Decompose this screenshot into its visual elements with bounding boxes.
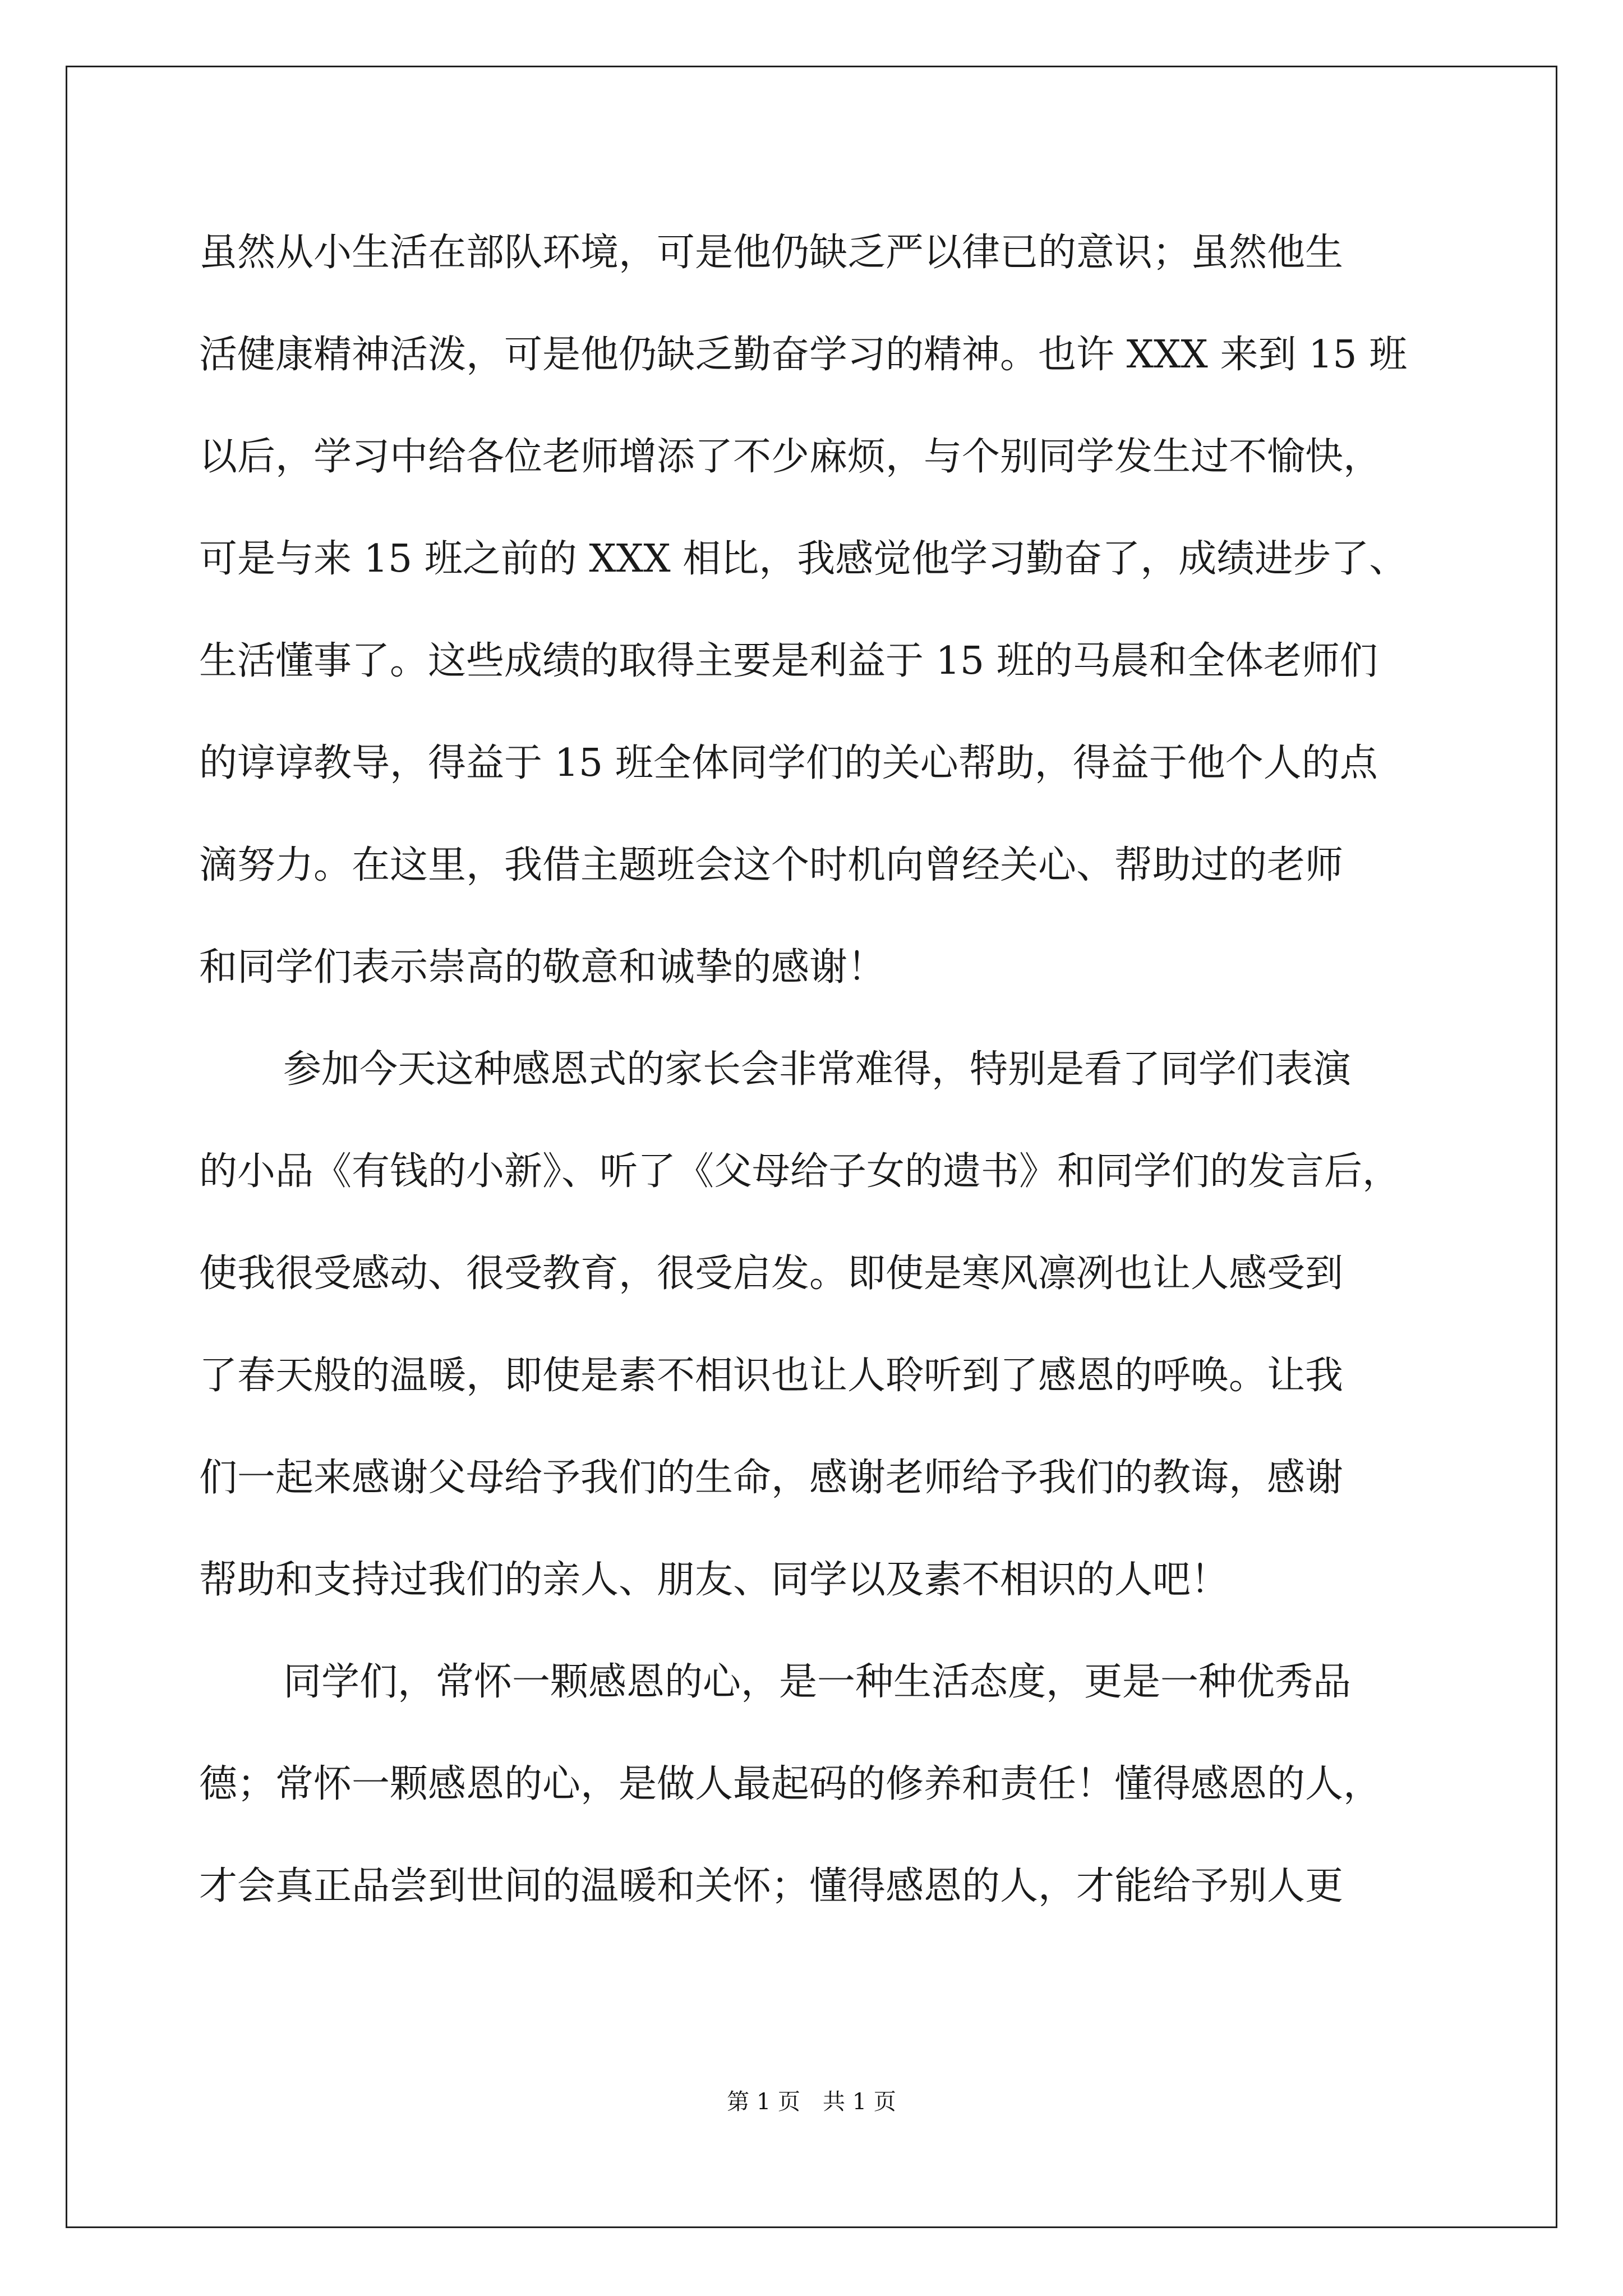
- text-line: 的谆谆教导，得益于 15 班全体同学们的关心帮助，得益于他个人的点: [199, 741, 1378, 785]
- text-line: 同学们，常怀一颗感恩的心，是一种生活态度，更是一种优秀品: [283, 1660, 1352, 1704]
- text-line: 帮助和支持过我们的亲人、朋友、同学以及素不相识的人吧！: [199, 1558, 1229, 1602]
- text-line: 参加今天这种感恩式的家长会非常难得，特别是看了同学们表演: [283, 1047, 1352, 1092]
- text-line: 了春天般的温暖，即使是素不相识也让人聆听到了感恩的呼唤。让我: [199, 1354, 1344, 1398]
- text-line: 们一起来感谢父母给予我们的生命，感谢老师给予我们的教诲，感谢: [199, 1456, 1344, 1500]
- text-line: 德；常怀一颗感恩的心，是做人最起码的修养和责任！懂得感恩的人，: [199, 1762, 1382, 1806]
- text-line: 的小品《有钱的小新》、听了《父母给子女的遗书》和同学们的发言后，: [199, 1149, 1401, 1194]
- text-line: 滴努力。在这里，我借主题班会这个时机向曾经关心、帮助过的老师: [199, 843, 1344, 887]
- document-body: [199, 202, 1422, 1938]
- text-line: 生活懂事了。这些成绩的取得主要是利益于 15 班的马晨和全体老师们: [199, 639, 1378, 683]
- text-line: 可是与来 15 班之前的 XXX 相比，我感觉他学习勤奋了，成绩进步了、: [199, 537, 1408, 581]
- text-line: 使我很受感动、很受教育，很受启发。即使是寒风凛冽也让人感受到: [199, 1251, 1344, 1296]
- text-line: 虽然从小生活在部队环境，可是他仍缺乏严以律已的意识；虽然他生: [199, 231, 1344, 275]
- text-line: 活健康精神活泼，可是他仍缺乏勤奋学习的精神。也许 XXX 来到 15 班: [199, 333, 1408, 377]
- text-line: 和同学们表示崇高的敬意和诚挚的感谢！: [199, 945, 886, 990]
- text-line: 以后，学习中给各位老师增添了不少麻烦，与个别同学发生过不愉快，: [199, 435, 1382, 479]
- text-line: 才会真正品尝到世间的温暖和关怀；懂得感恩的人，才能给予别人更: [199, 1864, 1344, 1908]
- page-footer: 第 1 页 共 1 页: [727, 2089, 896, 2115]
